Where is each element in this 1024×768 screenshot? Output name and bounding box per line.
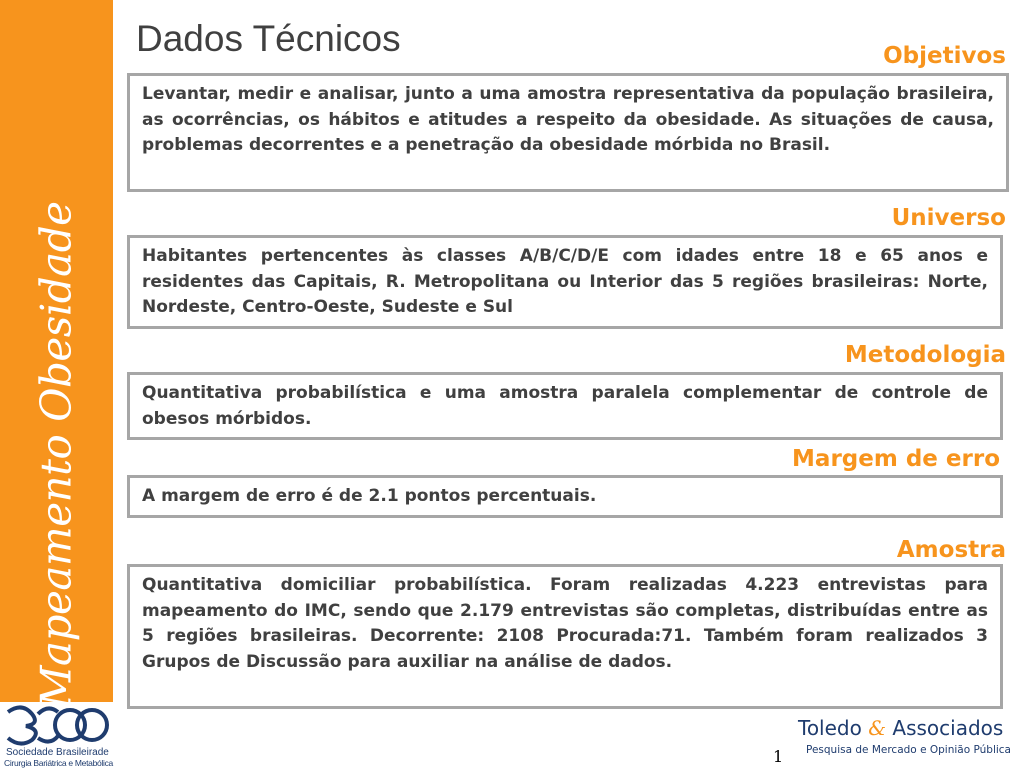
page-title: Dados Técnicos (136, 18, 401, 59)
brand-name-1: Toledo (798, 716, 862, 740)
heading-universo: Universo (891, 205, 1006, 231)
sidebar-title: Mapeamento Obesidade (31, 201, 81, 709)
heading-margem-de-erro: Margem de erro (792, 446, 1000, 472)
box-margem-de-erro: A margem de erro é de 2.1 pontos percentuais. (127, 475, 1003, 518)
sbcbm-logo (0, 704, 118, 768)
page-number: 1 (773, 747, 784, 766)
heading-metodologia: Metodologia (844, 342, 1006, 368)
box-objetivos: Levantar, medir e analisar, junto a uma amostra representativa da população brasileira, as ocorrências, os hábitos e atitudes a respeito da obesidade. As situações de causa, problemas decorrentes e a penetração da obesidade mórbida no Brasil. (127, 73, 1009, 192)
heading-amostra: Amostra (896, 537, 1006, 563)
sbcbm-logo-mark-icon (4, 704, 116, 746)
sbcbm-line2: Cirurgia Bariátrica e Metabólica (4, 758, 113, 768)
toledo-logo (798, 716, 1003, 740)
box-universo: Habitantes pertencentes às classes A/B/C/D/E com idades entre 18 e 65 anos e residentes das Capitais, R. Metropolitana ou Interior das 5 regiões brasileiras: Norte, Nordeste, Centro-Oeste, Sudeste e Sul (127, 235, 1003, 329)
box-metodologia: Quantitativa probabilística e uma amostra paralela complementar de controle de obesos mórbidos. (127, 372, 1003, 440)
brand-name-2: Associados (892, 716, 1004, 740)
box-amostra: Quantitativa domiciliar probabilística. Foram realizadas 4.223 entrevistas para mapeamento do IMC, sendo que 2.179 entrevistas são completas, distribuídas entre as 5 regiões brasileiras. Decorrente: 2108 Procurada:71. Também foram realizados 3 Grupos de Discussão para auxiliar na análise de dados. (127, 564, 1003, 709)
heading-objetivos: Objetivos (883, 43, 1006, 69)
sidebar (0, 0, 113, 709)
brand-ampersand: & (868, 716, 887, 740)
sbcbm-line1: Sociedade Brasileirade (6, 747, 109, 758)
brand-tagline: Pesquisa de Mercado e Opinião Pública (806, 744, 1011, 756)
